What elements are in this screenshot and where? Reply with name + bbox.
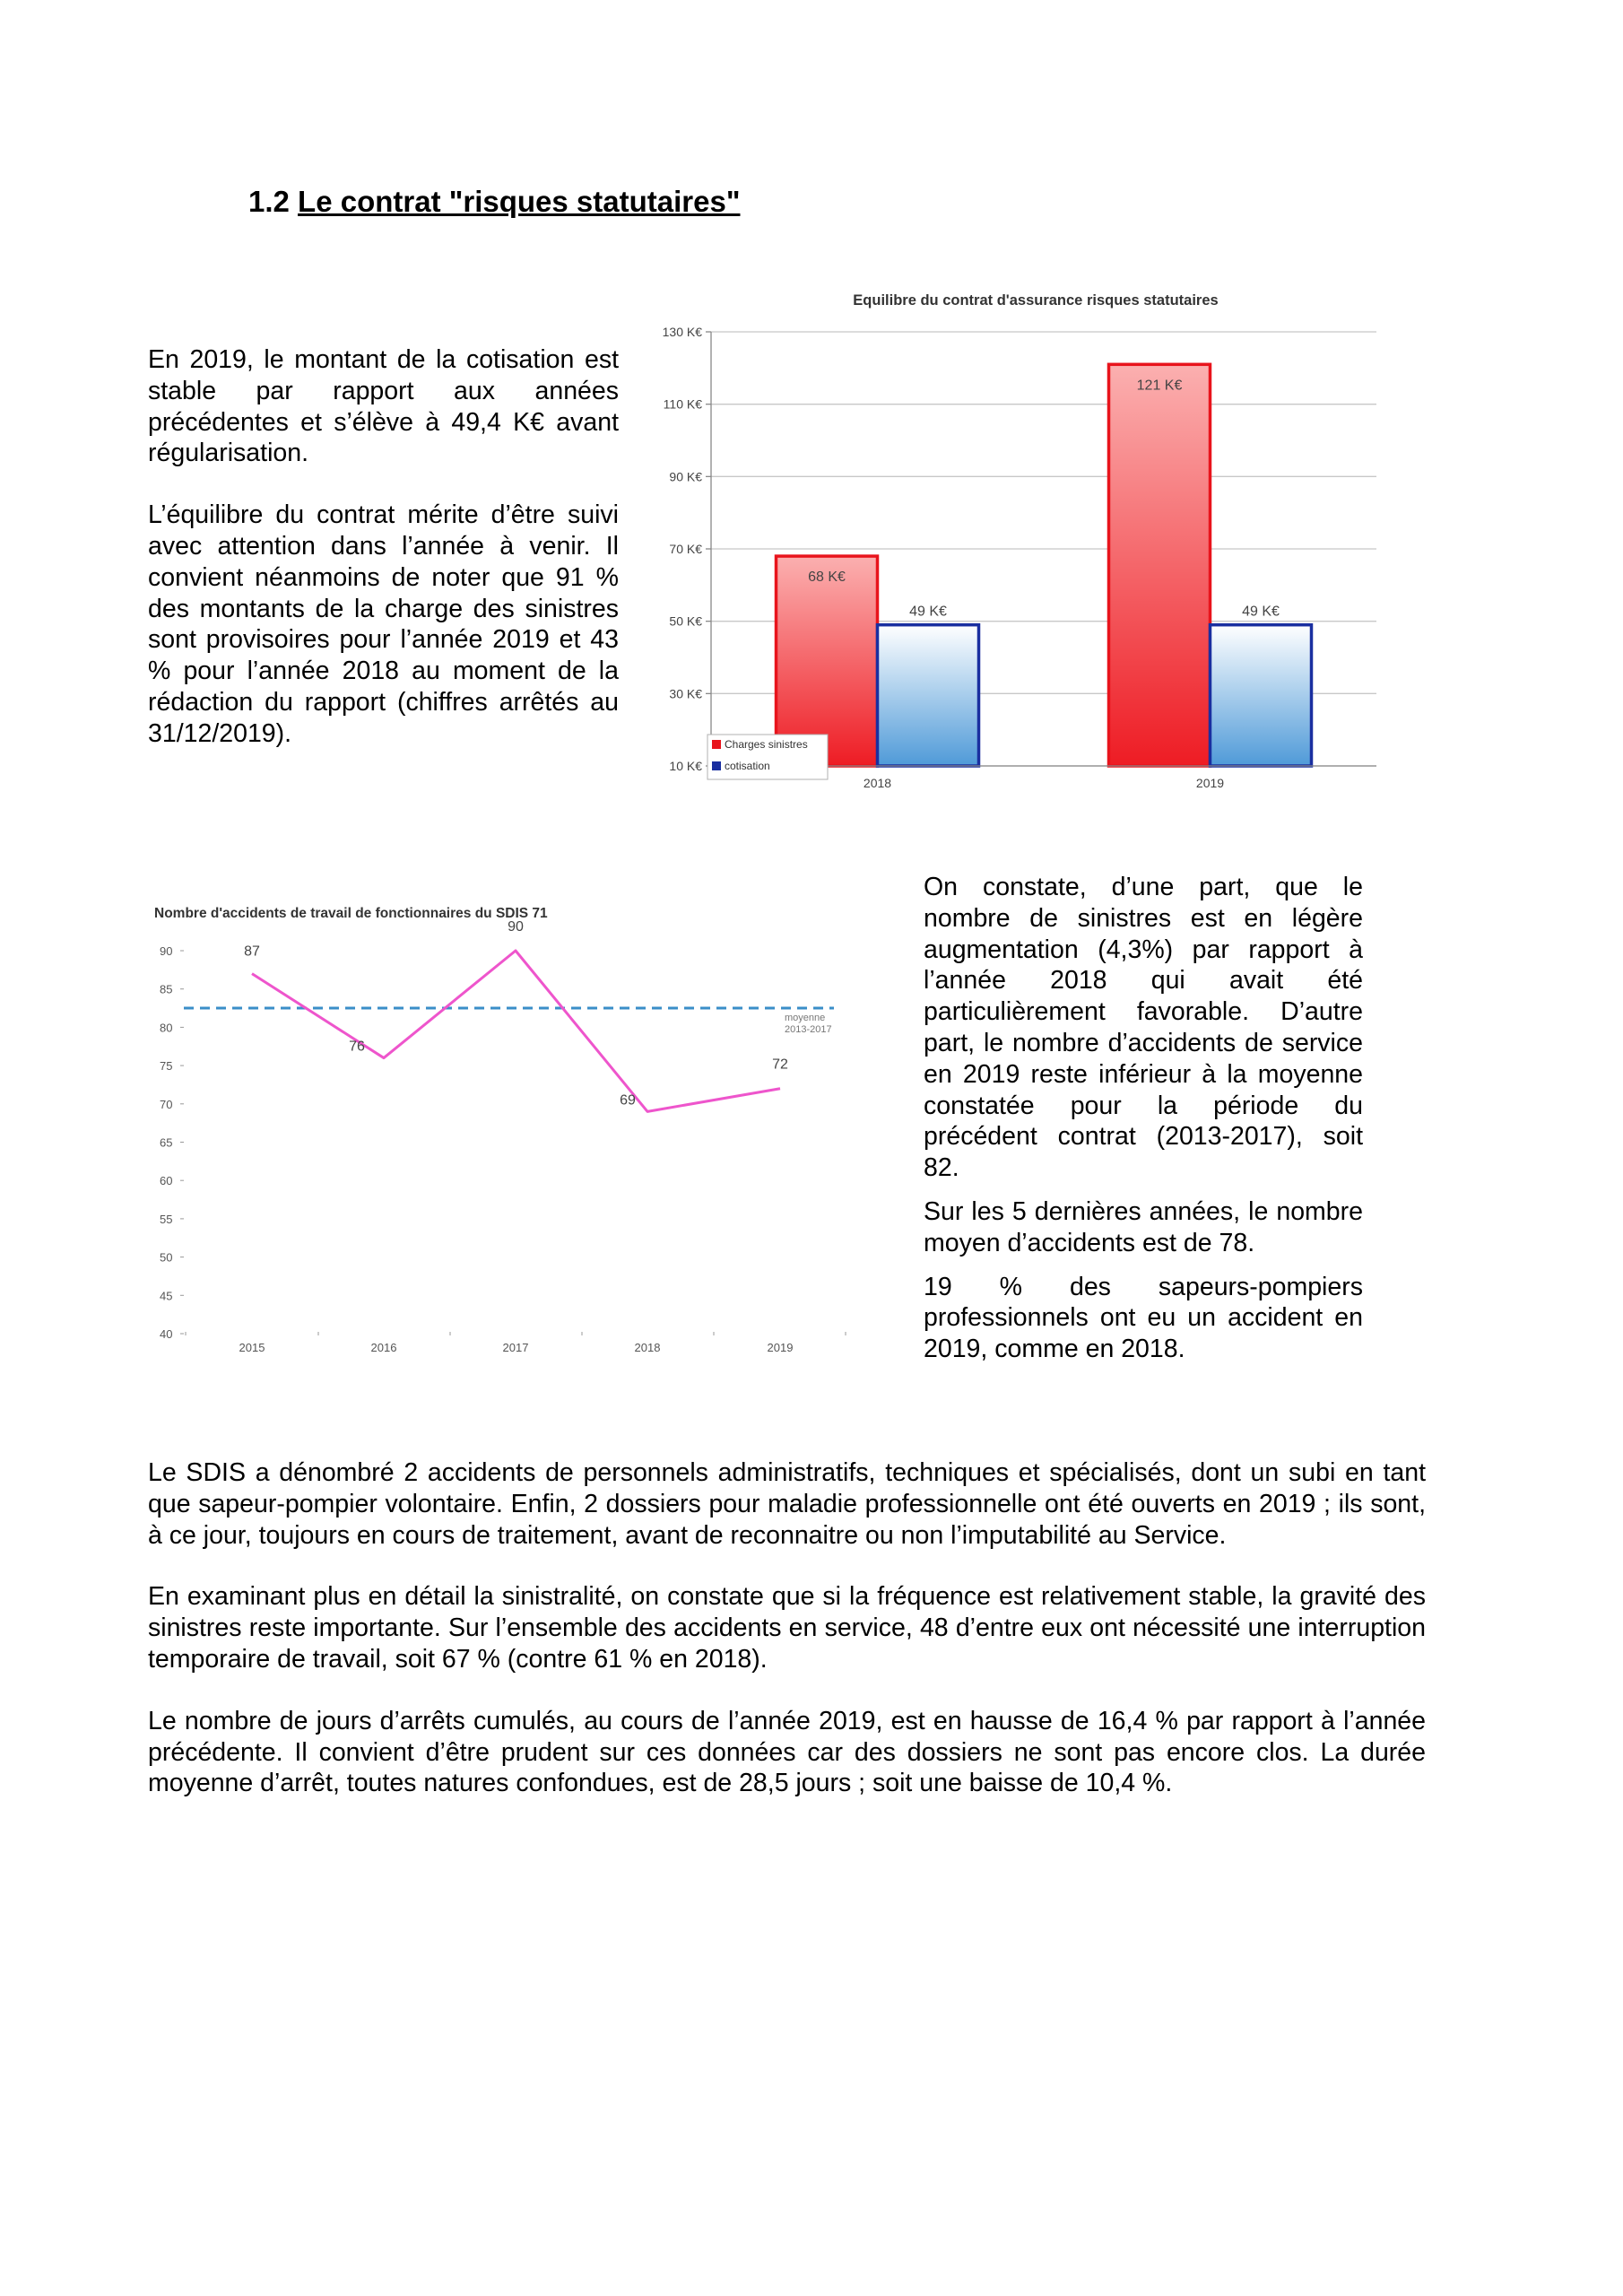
y-tick-label: 90 K€	[669, 469, 702, 484]
chart-title: Equilibre du contrat d'assurance risques statutaires	[853, 292, 1219, 309]
bottom-text-block	[148, 1457, 1426, 1799]
y-tick-label: 70 K€	[669, 542, 702, 556]
data-label-2018: 69	[620, 1092, 636, 1109]
x-tick-label: 2017	[502, 1341, 529, 1354]
legend-swatch-charges	[712, 740, 721, 749]
average-label: moyenne	[785, 1013, 826, 1024]
section-number: 1.2	[248, 185, 290, 218]
reference-line-average	[184, 1008, 834, 1035]
x-tick-label: 2019	[1195, 776, 1225, 790]
accidents-series	[252, 951, 780, 1111]
bottom-paragraph-3: Le nombre de jours d’arrêts cumulés, au cours de l’année 2019, est en hausse de 16,4 % par rapport à l’année précédente. Il convient d’être prudent sur ces données car des dossiers ne sont pas encore clos. La durée moyenne d’arrêt, toutes natures confondues, est de 28,5 jours ; soit une baisse de 10,4 %.	[148, 1706, 1426, 1798]
section-heading	[248, 185, 740, 219]
right-paragraph-2: Sur les 5 dernières années, le nombre moyen d’accidents est de 78.	[924, 1196, 1363, 1257]
section-title: Le contrat "risques statutaires"	[298, 185, 741, 218]
bar-cotisation-2019	[1211, 625, 1312, 766]
chart-y-ticks	[663, 325, 703, 773]
y-tick-label: 50 K€	[669, 613, 702, 629]
right-paragraph-3: 19 % des sapeurs-pompiers professionnels ont eu un accident en 2019, comme en 2018.	[924, 1272, 1363, 1364]
x-tick-label: 2018	[634, 1341, 661, 1354]
chart-x-labels	[864, 776, 1224, 790]
y-tick-label: 30 K€	[669, 686, 702, 701]
x-tick-label: 2015	[239, 1341, 265, 1354]
bottom-paragraph-2: En examinant plus en détail la sinistralité, on constate que si la fréquence est relativement stable, la gravité des sinistres reste importante. Sur l’ensemble des accidents en service, 48 d’entre eux ont nécessité une interruption temporaire de travail, soit 67 % (contre 61 % en 2018).	[148, 1582, 1426, 1674]
data-label-2019: 72	[772, 1057, 788, 1073]
bar-value-label: 49 K€	[1242, 604, 1280, 620]
y-tick-label: 130 K€	[662, 325, 702, 339]
average-label: 2013-2017	[785, 1024, 832, 1036]
bar-charges-sinistres-2019	[1109, 364, 1211, 766]
accidents-line	[252, 951, 780, 1111]
y-tick-label: 10 K€	[669, 759, 702, 773]
y-tick-label: 75	[160, 1059, 173, 1074]
x-tick-label: 2019	[767, 1341, 794, 1354]
right-paragraph-1: On constate, d’une part, que le nombre de sinistres est en légère augmentation (4,3%) par rapport à l’année 2018 qui avait été particulièrement favorable. D’autre part, le nombre d’accidents de service en 2019 reste inférieur à la moyenne constatée pour la période du précédent contrat (2013-2017), soit 82.	[924, 873, 1363, 1183]
bar-value-label: 121 K€	[1136, 378, 1183, 394]
left-paragraph-1: En 2019, le montant de la cotisation est stable par rapport aux années précédentes et s’élève à 49,4 K€ avant régularisation.	[148, 345, 619, 468]
left-text-block	[148, 344, 619, 750]
bar-value-label: 49 K€	[909, 604, 947, 620]
left-paragraph-2: L’équilibre du contrat mérite d’être suivi avec attention dans l’année à venir. Il convient néanmoins de noter que 91 % des montants de la charge des sinistres sont provisoires pour l’année 2019 et 43 % pour l’année 2018 au moment de la rédaction du rapport (chiffres arrêtés au 31/12/2019).	[148, 500, 619, 748]
work-accidents-chart	[143, 888, 861, 1363]
y-tick-label: 80	[160, 1021, 173, 1035]
chart-title: Nombre d'accidents de travail de fonctionnaires du SDIS 71	[154, 906, 548, 921]
y-tick-label: 45	[160, 1289, 173, 1303]
x-tick-label: 2018	[863, 776, 892, 790]
insurance-balance-chart	[646, 283, 1390, 798]
data-label-2015: 87	[244, 944, 260, 960]
chart-x-ticks	[186, 1332, 846, 1354]
data-label-2016: 76	[349, 1039, 365, 1055]
data-labels	[244, 919, 788, 1108]
legend-label-charges: Charges sinistres	[725, 738, 808, 751]
chart-y-ticks	[160, 944, 184, 1341]
bottom-paragraph-1: Le SDIS a dénombré 2 accidents de personnels administratifs, techniques et spécialisés, dont un subi en tant que sapeur-pompier volontaire. Enfin, 2 dossiers pour maladie professionnelle ont été ouverts en 2019 ; ils sont, à ce jour, toujours en cours de traitement, avant de reconnaitre ou non l’imputabilité au Service.	[148, 1458, 1426, 1550]
chart-legend	[707, 735, 828, 779]
y-tick-label: 50	[160, 1250, 173, 1265]
y-tick-label: 55	[160, 1212, 173, 1226]
bar-cotisation-2018	[878, 625, 979, 766]
chart-bars	[711, 364, 1376, 766]
y-tick-label: 65	[160, 1135, 173, 1150]
data-label-2017: 90	[508, 919, 524, 935]
y-tick-label: 90	[160, 944, 173, 958]
legend-swatch-cotisation	[712, 761, 721, 770]
legend-label-cotisation: cotisation	[725, 760, 770, 772]
y-tick-label: 70	[160, 1097, 173, 1111]
bar-value-label: 68 K€	[808, 570, 846, 586]
y-tick-label: 85	[160, 982, 173, 996]
x-tick-label: 2016	[370, 1341, 397, 1354]
y-tick-label: 40	[160, 1327, 173, 1341]
y-tick-label: 60	[160, 1174, 173, 1188]
right-text-block	[924, 872, 1363, 1365]
y-tick-label: 110 K€	[663, 396, 702, 412]
